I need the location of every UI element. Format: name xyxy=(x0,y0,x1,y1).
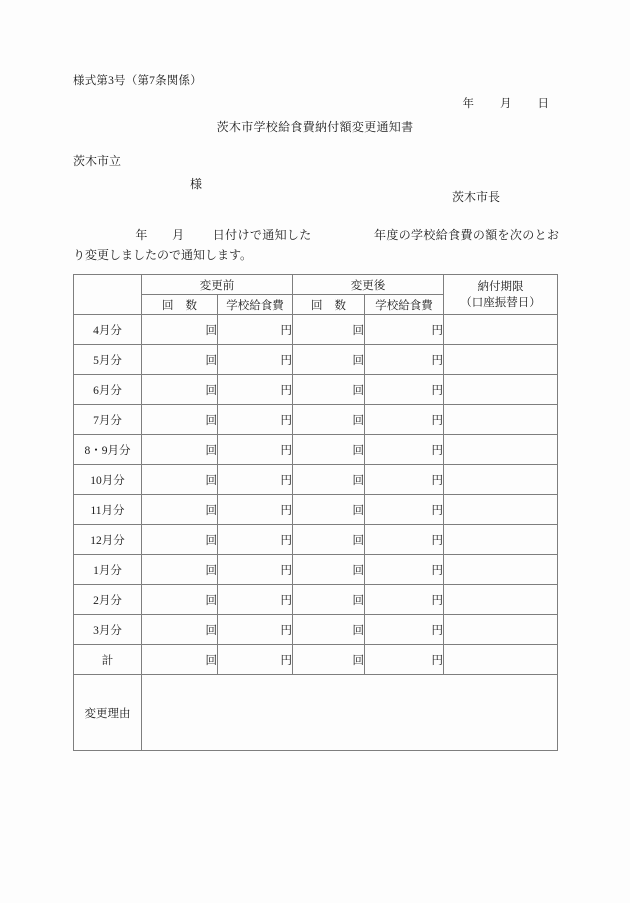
row-month-label: 4月分 xyxy=(74,315,142,345)
due-date-field[interactable] xyxy=(444,525,558,555)
before-count-field[interactable]: 回 xyxy=(142,555,218,585)
before-fee-field[interactable]: 円 xyxy=(218,435,293,465)
date-day-label: 日 xyxy=(537,98,549,110)
header-before-count xyxy=(142,295,218,315)
row-month-label: 12月分 xyxy=(74,525,142,555)
header-before-fee: 学校給食費 xyxy=(218,295,293,315)
row-month-label: 6月分 xyxy=(74,375,142,405)
due-date-field[interactable] xyxy=(444,585,558,615)
after-count-total-field[interactable]: 回 xyxy=(293,645,365,675)
after-count-field[interactable]: 回 xyxy=(293,495,365,525)
after-count-field[interactable]: 回 xyxy=(293,375,365,405)
after-fee-field[interactable]: 円 xyxy=(365,525,444,555)
header-after-change: 変更後 xyxy=(293,275,444,295)
due-date-field[interactable] xyxy=(444,495,558,525)
due-date-field[interactable] xyxy=(444,405,558,435)
body-segment-2: 年度の学校給食費の額を次のとおり変 xyxy=(73,228,559,262)
before-count-field[interactable]: 回 xyxy=(142,405,218,435)
body-segment-1: 日付けで通知した xyxy=(212,228,312,242)
after-count-field[interactable]: 回 xyxy=(293,465,365,495)
header-before-change: 変更前 xyxy=(142,275,293,295)
after-fee-field[interactable]: 円 xyxy=(365,465,444,495)
before-fee-field[interactable]: 円 xyxy=(218,555,293,585)
after-count-field[interactable]: 回 xyxy=(293,615,365,645)
header-after-count-a: 回 xyxy=(311,299,323,312)
header-before-count-b: 数 xyxy=(185,299,197,312)
before-count-field[interactable]: 回 xyxy=(142,345,218,375)
due-date-total-field[interactable] xyxy=(444,645,558,675)
due-date-field[interactable] xyxy=(444,465,558,495)
addressee-honorific: 様 xyxy=(190,177,203,191)
before-fee-field[interactable]: 円 xyxy=(218,615,293,645)
due-date-field[interactable] xyxy=(444,315,558,345)
before-fee-field[interactable]: 円 xyxy=(218,345,293,375)
after-fee-field[interactable]: 円 xyxy=(365,375,444,405)
header-before-count-a: 回 xyxy=(162,299,174,312)
before-fee-field[interactable]: 円 xyxy=(218,315,293,345)
body-segment-3: 更しましたので通知します。 xyxy=(97,248,253,262)
after-count-field[interactable]: 回 xyxy=(293,315,365,345)
after-fee-field[interactable]: 円 xyxy=(365,615,444,645)
before-count-field[interactable]: 回 xyxy=(142,435,218,465)
before-fee-field[interactable]: 円 xyxy=(218,405,293,435)
due-date-field[interactable] xyxy=(444,555,558,585)
after-count-field[interactable]: 回 xyxy=(293,585,365,615)
issuer-name: 茨木市長 xyxy=(451,190,500,204)
before-count-field[interactable]: 回 xyxy=(142,585,218,615)
before-fee-field[interactable]: 円 xyxy=(218,375,293,405)
before-fee-total-field[interactable]: 円 xyxy=(218,645,293,675)
before-count-total-field[interactable]: 回 xyxy=(142,645,218,675)
header-due-date-line1: 納付期限 xyxy=(477,280,524,293)
date-month-label: 月 xyxy=(500,98,512,110)
after-fee-total-field[interactable]: 円 xyxy=(365,645,444,675)
date-year-label: 年 xyxy=(462,98,474,110)
row-month-label: 10月分 xyxy=(74,465,142,495)
due-date-field[interactable] xyxy=(444,375,558,405)
before-count-field[interactable]: 回 xyxy=(142,375,218,405)
row-total-label: 計 xyxy=(74,645,142,675)
after-count-field[interactable]: 回 xyxy=(293,525,365,555)
issue-date-line xyxy=(0,95,557,111)
after-fee-field[interactable]: 円 xyxy=(365,405,444,435)
header-after-fee: 学校給食費 xyxy=(365,295,444,315)
reason-input-area[interactable] xyxy=(142,675,558,751)
table-row xyxy=(74,345,558,375)
before-fee-field[interactable]: 円 xyxy=(218,525,293,555)
before-fee-field[interactable]: 円 xyxy=(218,465,293,495)
after-fee-field[interactable]: 円 xyxy=(365,555,444,585)
reason-label: 変更理由 xyxy=(74,675,142,751)
row-month-label: 5月分 xyxy=(74,345,142,375)
table-row xyxy=(74,465,558,495)
after-fee-field[interactable]: 円 xyxy=(365,435,444,465)
table-row-total xyxy=(74,645,558,675)
document-title: 茨木市学校給食費納付額変更通知書 xyxy=(216,120,414,134)
row-month-label: 3月分 xyxy=(74,615,142,645)
before-fee-field[interactable]: 円 xyxy=(218,495,293,525)
before-fee-field[interactable]: 円 xyxy=(218,585,293,615)
table-row xyxy=(74,495,558,525)
due-date-field[interactable] xyxy=(444,615,558,645)
after-fee-field[interactable]: 円 xyxy=(365,345,444,375)
header-corner xyxy=(74,275,142,315)
table-row xyxy=(74,585,558,615)
after-count-field[interactable]: 回 xyxy=(293,555,365,585)
before-count-field[interactable]: 回 xyxy=(142,465,218,495)
after-fee-field[interactable]: 円 xyxy=(365,315,444,345)
after-count-field[interactable]: 回 xyxy=(293,345,365,375)
table-row xyxy=(74,435,558,465)
form-number: 様式第3号（第7条関係） xyxy=(73,75,202,87)
after-count-field[interactable]: 回 xyxy=(293,435,365,465)
table-row xyxy=(74,555,558,585)
table-header-top xyxy=(74,275,558,295)
row-month-label: 8・9月分 xyxy=(74,435,142,465)
header-due-date xyxy=(444,275,558,315)
table-row xyxy=(74,405,558,435)
body-year-label: 年 xyxy=(135,228,148,242)
addressee-prefix: 茨木市立 xyxy=(73,154,122,168)
table-row xyxy=(74,315,558,345)
before-count-field[interactable]: 回 xyxy=(142,615,218,645)
after-fee-field[interactable]: 円 xyxy=(365,585,444,615)
header-due-date-line2: （口座振替日） xyxy=(460,296,541,309)
header-after-count xyxy=(293,295,365,315)
fee-change-table xyxy=(73,274,558,751)
table-row xyxy=(74,525,558,555)
due-date-field[interactable] xyxy=(444,345,558,375)
before-count-field[interactable]: 回 xyxy=(142,525,218,555)
body-month-label: 月 xyxy=(171,228,185,242)
row-month-label: 2月分 xyxy=(74,585,142,615)
due-date-field[interactable] xyxy=(444,435,558,465)
after-fee-field[interactable]: 円 xyxy=(365,495,444,525)
header-after-count-b: 数 xyxy=(334,299,346,312)
table-row xyxy=(74,615,558,645)
after-count-field[interactable]: 回 xyxy=(293,405,365,435)
row-month-label: 7月分 xyxy=(74,405,142,435)
row-month-label: 11月分 xyxy=(74,495,142,525)
row-month-label: 1月分 xyxy=(74,555,142,585)
before-count-field[interactable]: 回 xyxy=(142,495,218,525)
table-row-reason xyxy=(74,675,558,751)
body-paragraph xyxy=(73,225,559,265)
table-row xyxy=(74,375,558,405)
before-count-field[interactable]: 回 xyxy=(142,315,218,345)
